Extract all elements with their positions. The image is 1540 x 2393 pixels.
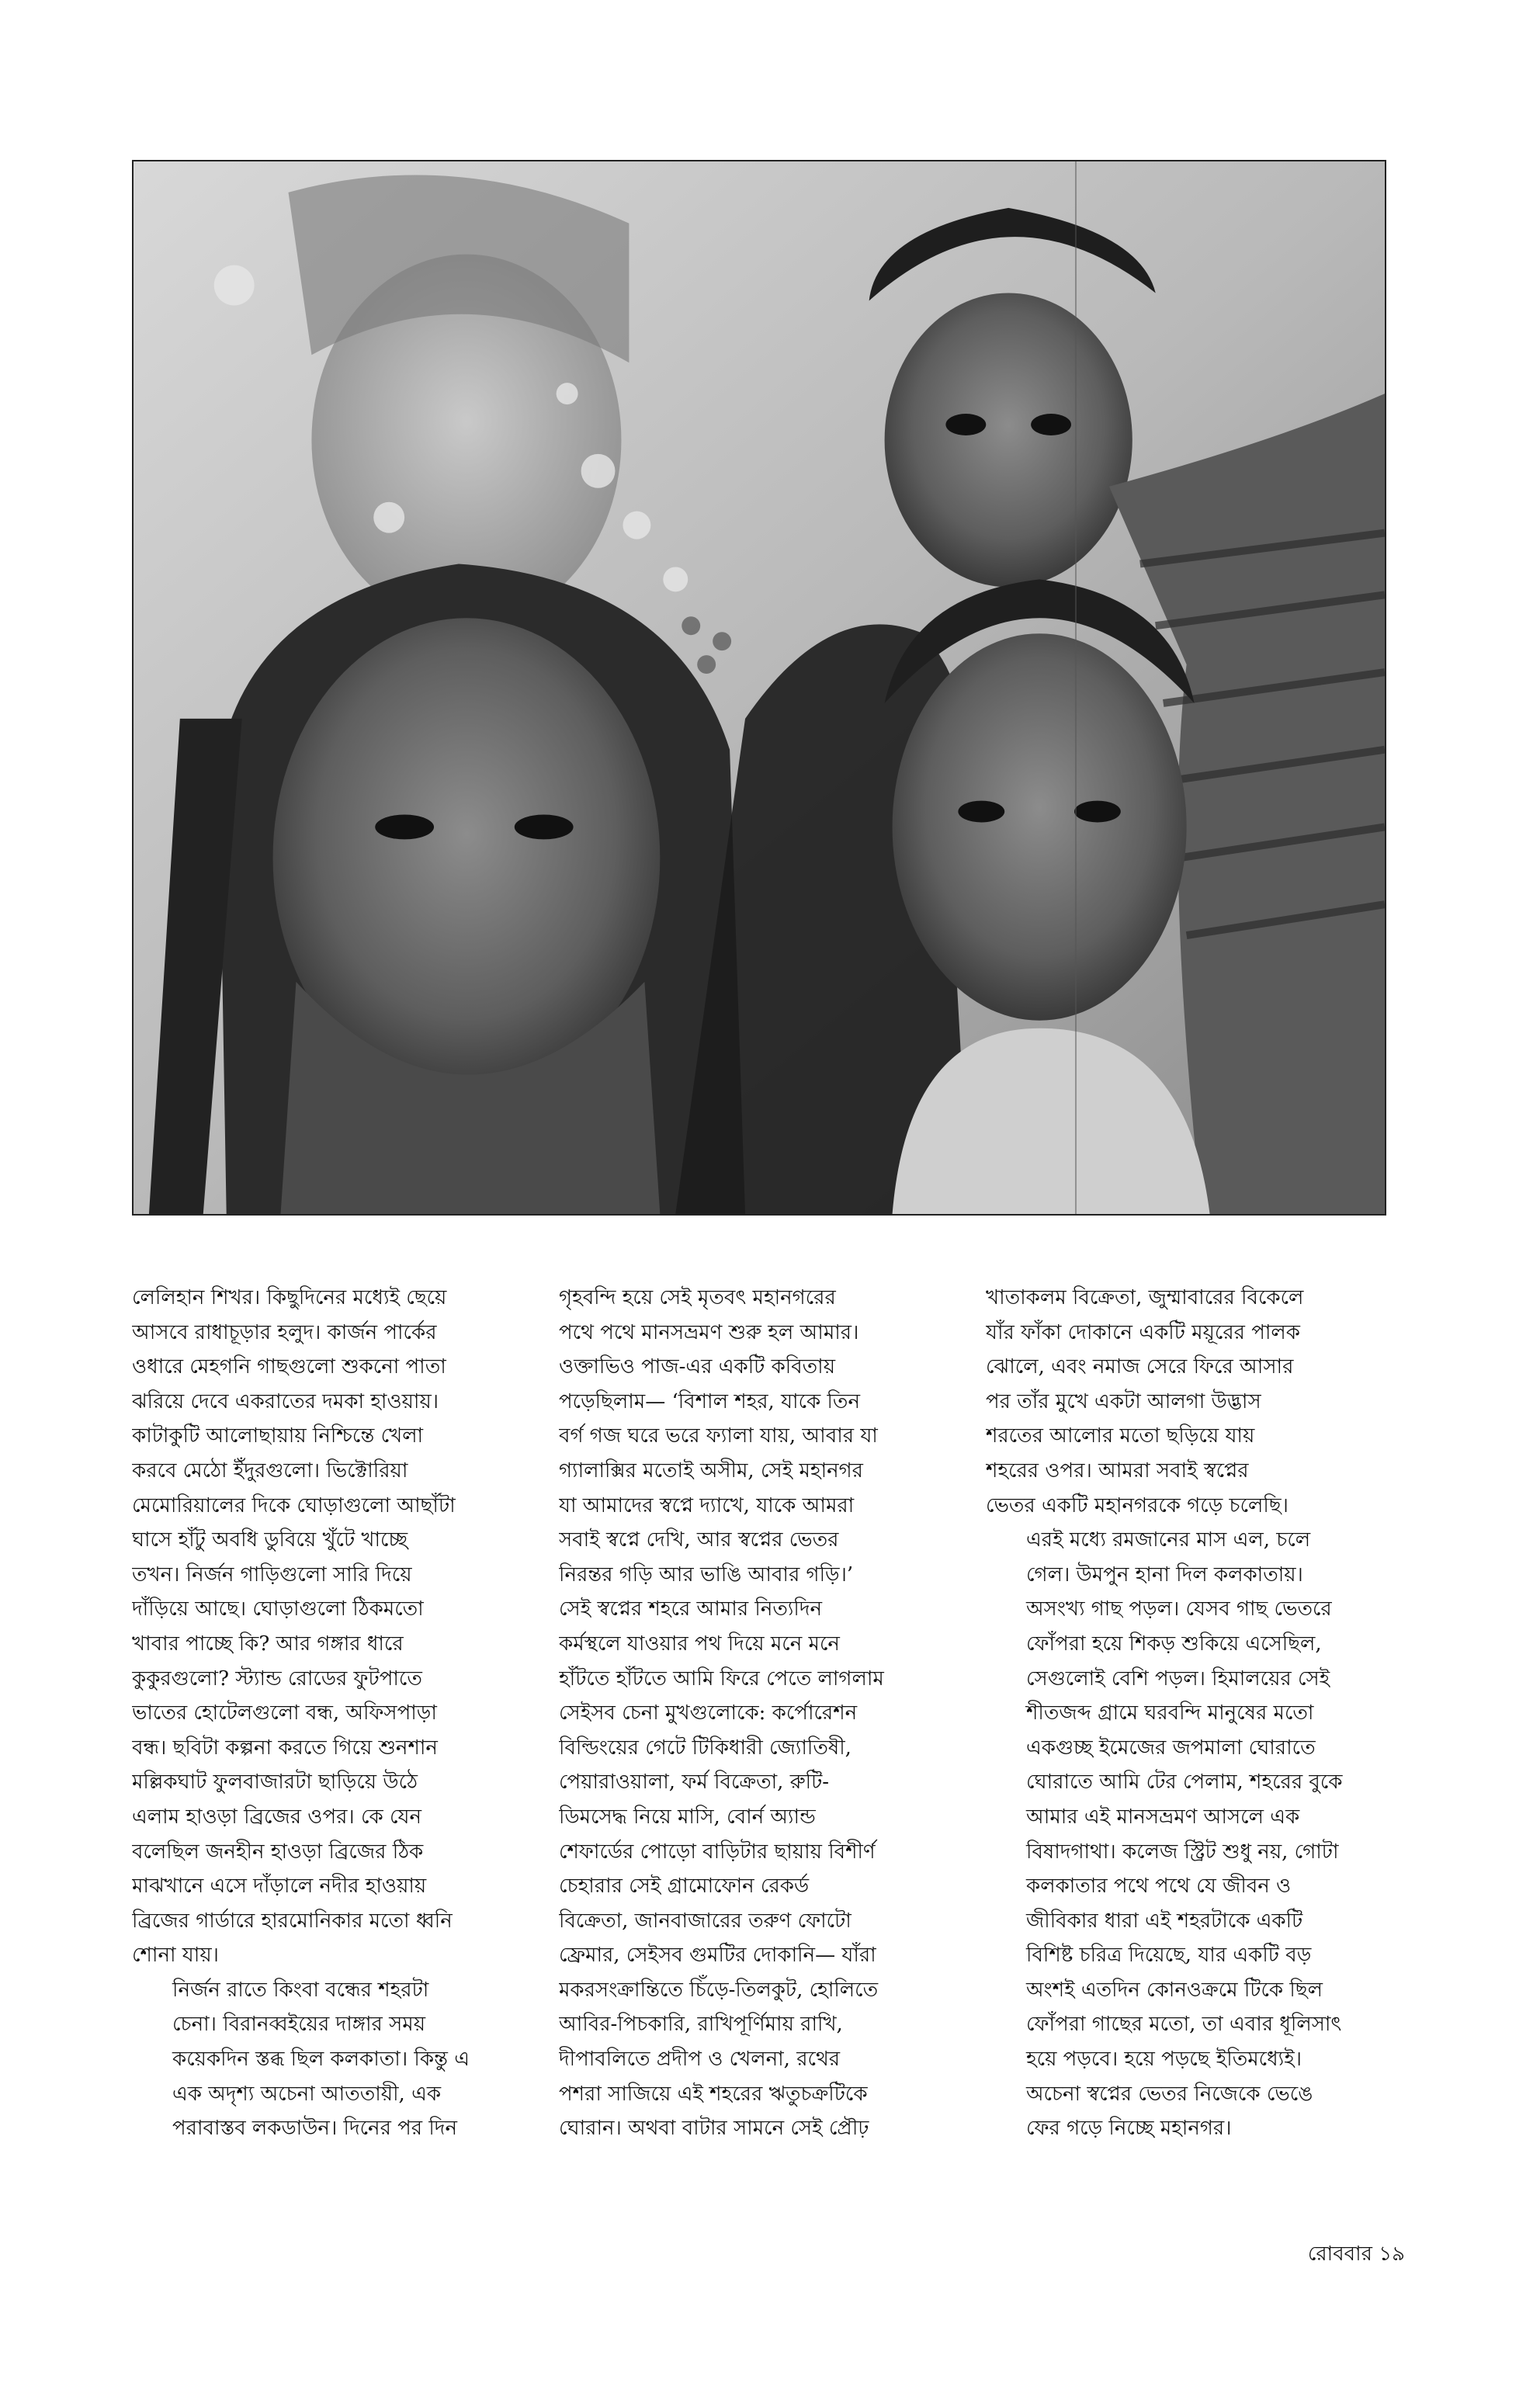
- article-line: অসংখ্য গাছ পড়ল। যেসব গাছ ভেতরে: [1026, 1597, 1332, 1621]
- article-line: করবে মেঠো ইঁদুরগুলো। ভিক্টোরিয়া: [132, 1458, 408, 1483]
- page-footer: রোববার ১৯: [1307, 2242, 1405, 2266]
- article-line: নির্জন রাতে কিংবা বন্ধের শহরটা: [172, 1978, 429, 2002]
- article-line: ঘোরাতে আমি টের পেলাম, শহরের বুকে: [1026, 1770, 1343, 1795]
- article-line: বলেছিল জনহীন হাওড়া ব্রিজের ঠিক: [132, 1840, 424, 1864]
- article-line: এরই মধ্যে রমজানের মাস এল, চলে: [1026, 1528, 1311, 1552]
- article-line: কয়েকদিন স্তব্ধ ছিল কলকাতা। কিন্তু এ: [172, 2048, 470, 2072]
- article-line: হাঁটতে হাঁটতে আমি ফিরে পেতে লাগলাম: [559, 1666, 884, 1691]
- article-line: বিষাদগাথা। কলেজ স্ট্রিট শুধু নয়, গোটা: [1026, 1840, 1339, 1864]
- article-line: ওক্তাভিও পাজ-এর একটি কবিতায়: [559, 1355, 836, 1379]
- article-line: ফোঁপরা গাছের মতো, তা এবার ধূলিসাৎ: [1026, 2013, 1342, 2037]
- article-line: কুকুরগুলো? স্ট্যান্ড রোডের ফুটপাতে: [132, 1666, 422, 1691]
- article-line: খাতাকলম বিক্রেতা, জুম্মাবারের বিকেলে: [986, 1286, 1304, 1309]
- article-line: গেল। উমপুন হানা দিল কলকাতায়।: [1026, 1562, 1303, 1587]
- article-line: এক অদৃশ্য অচেনা আততায়ী, এক: [172, 2082, 442, 2106]
- article-line: সেগুলোই বেশি পড়ল। হিমালয়ের সেই: [1026, 1666, 1330, 1691]
- article-line: মল্লিকঘাট ফুলবাজারটা ছাড়িয়ে উঠে: [132, 1770, 418, 1795]
- article-line: শোনা যায়।: [132, 1944, 219, 1968]
- article-line: আসবে রাধাচূড়ার হলুদ। কার্জন পার্কের: [132, 1320, 437, 1344]
- article-line: দীপাবলিতে প্রদীপ ও খেলনা, রথের: [559, 2048, 841, 2072]
- article-paragraph: [132, 1973, 525, 2146]
- article-line: আবির-পিচকারি, রাখিপূর্ণিমায় রাখি,: [559, 2013, 843, 2037]
- article-line: মাঝখানে এসে দাঁড়ালে নদীর হাওয়ায়: [132, 1875, 427, 1899]
- article-line: কাটাকুটি আলোছায়ায় নিশ্চিন্তে খেলা: [132, 1424, 424, 1448]
- article-paragraph: [986, 1523, 1379, 2146]
- article-line: লেলিহান শিখর। কিছুদিনের মধ্যেই ছেয়ে: [132, 1286, 447, 1309]
- text-column-1: [132, 1281, 525, 2197]
- article-line: বিল্ডিংয়ের গেটে টিকিধারী জ্যোতিষী,: [559, 1736, 852, 1760]
- article-line: ব্রিজের গার্ডারে হারমোনিকার মতো ধ্বনি: [132, 1909, 453, 1933]
- text-column-3: [986, 1281, 1379, 2197]
- article-line: বিক্রেতা, জানবাজারের তরুণ ফোটো: [559, 1909, 852, 1933]
- article-line: ঘোরান। অথবা বাটার সামনে সেই প্রৌঢ়: [559, 2117, 869, 2141]
- article-line: চেনা। বিরানব্বইয়ের দাঙ্গার সময়: [172, 2013, 426, 2037]
- article-line: শেফার্ডের পোড়ো বাড়িটার ছায়ায় বিশীর্ণ: [559, 1840, 876, 1864]
- article-line: ভাতের হোটেলগুলো বন্ধ, অফিসপাড়া: [132, 1701, 437, 1725]
- article-line: ডিমসেদ্ধ নিয়ে মাসি, বোর্ন অ্যান্ড: [559, 1805, 816, 1829]
- article-line: মকরসংক্রান্তিতে চিঁড়ে-তিলকুট, হোলিতে: [559, 1978, 879, 2002]
- article-line: যাঁর ফাঁকা দোকানে একটি ময়ূরের পালক: [986, 1320, 1300, 1344]
- article-line: জীবিকার ধারা এই শহরটাকে একটি: [1026, 1909, 1303, 1933]
- article-line: অচেনা স্বপ্নের ভেতর নিজেকে ভেঙে: [1026, 2082, 1313, 2106]
- article-line: চেহারার সেই গ্রামোফোন রেকর্ড: [559, 1875, 810, 1899]
- article-line: পর তাঁর মুখে একটা আলগা উদ্ভাস: [986, 1389, 1261, 1413]
- article-line: হয়ে পড়বে। হয়ে পড়ছে ইতিমধ্যেই।: [1026, 2048, 1302, 2072]
- article-line: পশরা সাজিয়ে এই শহরের ঋতুচক্রটিকে: [559, 2082, 868, 2106]
- article-paragraph: [132, 1281, 525, 1973]
- article-line: ঝরিয়ে দেবে একরাতের দমকা হাওয়ায়।: [132, 1389, 439, 1413]
- article-line: সবাই স্বপ্নে দেখি, আর স্বপ্নের ভেতর: [559, 1528, 839, 1552]
- article-line: ওধারে মেহগনি গাছগুলো শুকনো পাতা: [132, 1355, 446, 1379]
- article-line: আমার এই মানসভ্রমণ আসলে এক: [1026, 1805, 1300, 1829]
- article-line: ফ্রেমার, সেইসব গুমটির দোকানি— যাঁরা: [559, 1944, 876, 1968]
- article-line: দাঁড়িয়ে আছে। ঘোড়াগুলো ঠিকমতো: [132, 1597, 424, 1621]
- article-line: যা আমাদের স্বপ্নে দ্যাখে, যাকে আমরা: [559, 1493, 855, 1517]
- article-line: কলকাতার পথে পথে যে জীবন ও: [1026, 1875, 1292, 1899]
- article-line: ভেতর একটি মহানগরকে গড়ে চলেছি।: [986, 1493, 1289, 1517]
- article-line: ফোঁপরা হয়ে শিকড় শুকিয়ে এসেছিল,: [1026, 1632, 1322, 1656]
- article-line: তখন। নির্জন গাড়িগুলো সারি দিয়ে: [132, 1562, 412, 1587]
- article-line: খাবার পাচ্ছে কি? আর গঙ্গার ধারে: [132, 1632, 404, 1656]
- article-line: সেইসব চেনা মুখগুলোকে: কর্পোরেশন: [559, 1701, 858, 1725]
- collage-photo-art: [134, 161, 1385, 1214]
- article-line: শরতের আলোর মতো ছড়িয়ে যায়: [986, 1424, 1255, 1448]
- article-paragraph: [986, 1281, 1379, 1523]
- article-line: একগুচ্ছ ইমেজের জপমালা ঘোরাতে: [1026, 1736, 1316, 1760]
- article-line: পরাবাস্তব লকডাউন। দিনের পর দিন: [172, 2117, 457, 2141]
- article-paragraph: [559, 1281, 952, 2146]
- article-line: গৃহবন্দি হয়ে সেই মৃতবৎ মহানগরের: [559, 1286, 836, 1309]
- article-line: পেয়ারাওয়ালা, ফর্ম বিক্রেতা, রুটি-: [559, 1770, 830, 1795]
- text-column-2: [559, 1281, 952, 2197]
- article-line: পড়েছিলাম— ‘বিশাল শহর, যাকে তিন: [559, 1389, 860, 1413]
- article-line: কর্মস্থলে যাওয়ার পথ দিয়ে মনে মনে: [559, 1632, 840, 1656]
- collage-photo: [132, 160, 1386, 1216]
- article-line: এলাম হাওড়া ব্রিজের ওপর। কে যেন: [132, 1805, 422, 1829]
- article-line: ফের গড়ে নিচ্ছে মহানগর।: [1026, 2117, 1232, 2141]
- article-line: বিশিষ্ট চরিত্র দিয়েছে, যার একটি বড়: [1026, 1944, 1312, 1968]
- article-line: গ্যালাক্সির মতোই অসীম, সেই মহানগর: [559, 1458, 863, 1483]
- article-line: মেমোরিয়ালের দিকে ঘোড়াগুলো আছাঁটা: [132, 1493, 456, 1517]
- article-line: পথে পথে মানসভ্রমণ শুরু হল আমার।: [559, 1320, 859, 1344]
- article-line: ঘাসে হাঁটু অবধি ডুবিয়ে খুঁটে খাচ্ছে: [132, 1528, 408, 1552]
- article-line: শহরের ওপর। আমরা সবাই স্বপ্নের: [986, 1458, 1249, 1483]
- article-line: বর্গ গজ ঘরে ভরে ফ্যালা যায়, আবার যা: [559, 1424, 878, 1448]
- article-line: ঝোলে, এবং নমাজ সেরে ফিরে আসার: [986, 1355, 1294, 1379]
- article-line: শীতজব্দ গ্রামে ঘরবন্দি মানুষের মতো: [1026, 1701, 1314, 1725]
- article-line: অংশই এতদিন কোনওক্রমে টিকে ছিল: [1026, 1978, 1323, 2002]
- article-line: সেই স্বপ্নের শহরে আমার নিত্যদিন: [559, 1597, 823, 1621]
- article-line: বন্ধ। ছবিটা কল্পনা করতে গিয়ে শুনশান: [132, 1736, 438, 1760]
- article-line: নিরন্তর গড়ি আর ভাঙি আবার গড়ি।’: [559, 1562, 854, 1587]
